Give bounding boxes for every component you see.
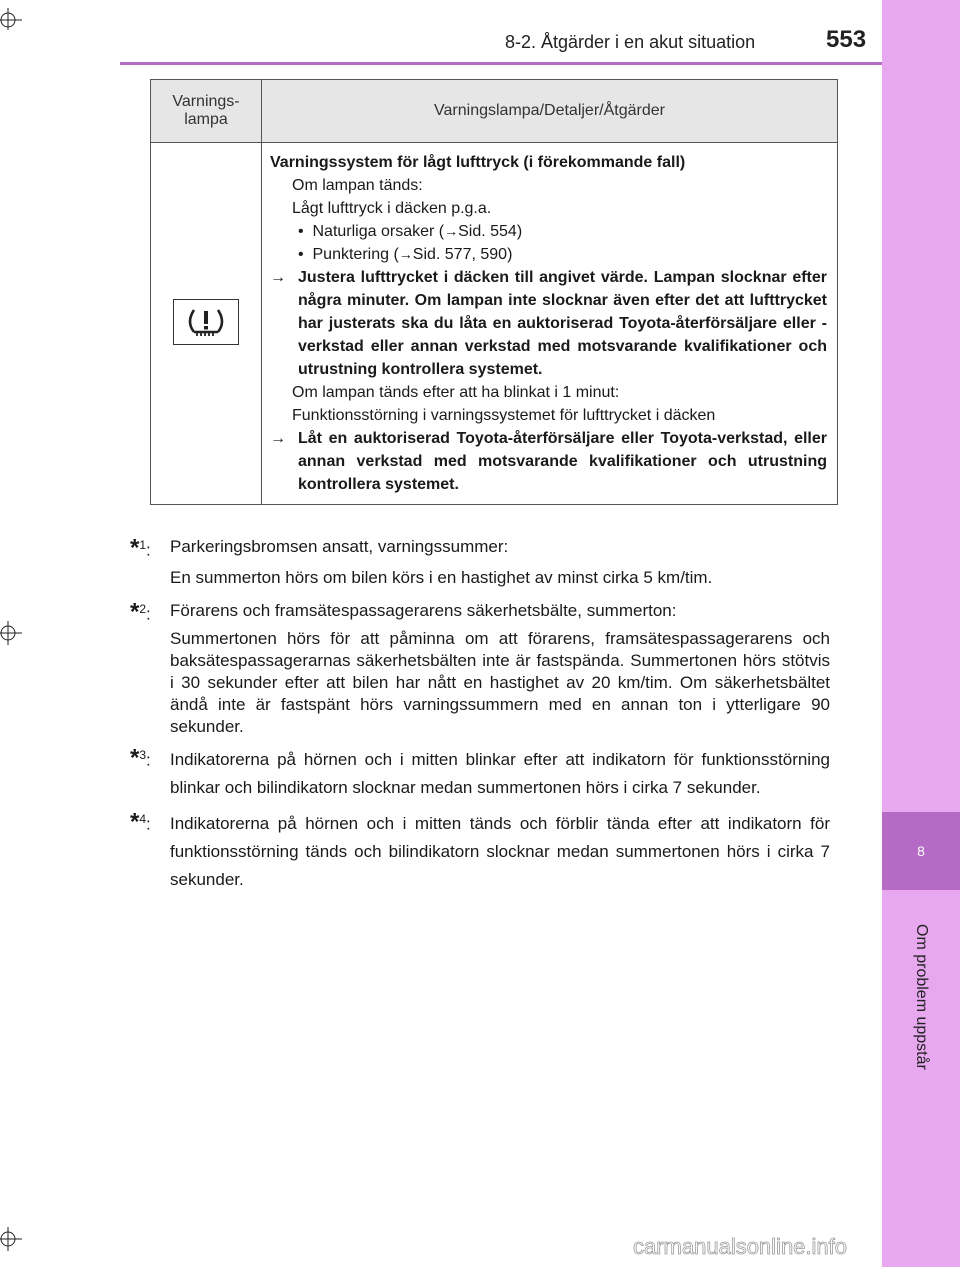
registration-mark-icon [0, 1227, 30, 1257]
footnote-marker: *$^2$: [130, 598, 151, 626]
footnote-number: 3 [139, 748, 147, 762]
arrow-right-icon: → [398, 246, 413, 262]
chapter-number-text: 8 [917, 843, 925, 859]
side-section-label [882, 902, 960, 1092]
lamp-details-cell [262, 143, 838, 505]
action-text: Justera lufttrycket i däcken till angivet värde. Lampan slocknar efter några minuter. Om lampan inte slocknar även efter det att lufttrycket har justerats ska du låta en auktoriserad Toyota-återförsäljare eller -verkstad eller annan verkstad med motsvarande kvalifikationer och utrustning kontrollera systemet. [298, 269, 827, 378]
watermark-logo [600, 1232, 880, 1262]
footnote-text: En summerton hörs om bilen körs i en hastighet av minst cirka 5 km/tim. [170, 568, 713, 587]
header-divider [120, 62, 882, 65]
footnote-text: Parkeringsbromsen ansatt, varningssummer: [170, 537, 509, 556]
section-title: 8-2. Åtgärder i en akut situation [505, 32, 756, 52]
table-header-row [151, 80, 838, 143]
arrow-right-icon: → [444, 223, 459, 239]
condition-text: Om lampan tänds: [292, 177, 423, 194]
footnote [130, 600, 830, 738]
footnote [130, 746, 830, 802]
warning-lamp-table [150, 79, 838, 505]
arrow-right-icon: → [270, 269, 286, 286]
footnote-text: Summertonen hörs för att påminna om att förarens, framsätespassagerarens och baksätespassagerarnas säkerhetsbälten inte är fastspända. Summertonen hörs stötvis i 30 sekunder efter att bilen har nått en hastighet av 20 km/tim. Om säkerhetsbältet ändå inte är fastspänt hörs varningssummern med en annan ton i ytterligare 90 sekunder. [170, 629, 830, 736]
condition-text: Om lampan tänds efter att ha blinkat i 1 minut: [292, 384, 620, 401]
side-section-label-text: Om problem uppstår [913, 924, 930, 1070]
cause-text: Funktionsstörning i varningssystemet för lufttrycket i däcken [292, 407, 716, 424]
tire-pressure-warning-icon [173, 299, 239, 345]
footnotes [130, 536, 830, 902]
action-step [270, 266, 827, 381]
footnote [130, 536, 830, 592]
page-number: 553 [826, 26, 867, 53]
column-header-details: Varningslampa/Detaljer/Åtgärder [262, 80, 838, 143]
registration-mark-icon [0, 0, 30, 30]
list-item-text: Naturliga orsaker ( [312, 223, 445, 240]
action-step [270, 427, 827, 496]
arrow-right-icon: → [270, 430, 286, 447]
column-header-lamp [151, 80, 262, 143]
footnote-number: 1 [139, 538, 147, 552]
footnote-text: Förarens och framsätespassagerarens säkerhetsbälte, summerton: [170, 601, 677, 620]
list-item: • Naturliga orsaker (→Sid. 554) [298, 223, 523, 240]
footnote [130, 810, 830, 894]
list-item: • Punktering (→Sid. 577, 590) [298, 246, 513, 263]
cause-text: Lågt lufttryck i däcken p.g.a. [292, 200, 492, 217]
footnote-marker: *$^4$: [130, 808, 151, 836]
page-reference: Sid. 554) [458, 223, 523, 240]
table-row [151, 143, 838, 505]
footnote-marker: *$^1$: [130, 534, 151, 562]
footnote-number: 4 [139, 812, 147, 826]
lamp-cell [151, 143, 262, 505]
action-text: Låt en auktoriserad Toyota-återförsäljare eller Toyota-verkstad, eller annan verkstad med motsvarande kvalifikationer och utrustning kontrollera systemet. [298, 430, 827, 493]
footnote-text: Indikatorerna på hörnen och i mitten blinkar efter att indikatorn för funktionsstörning blinkar och bilindikatorn slocknar medan summertonen hörs i cirka 7 sekunder. [170, 750, 830, 797]
registration-mark-icon [0, 618, 30, 648]
system-title: Varningssystem för lågt lufttryck (i förekommande fall) [270, 154, 686, 171]
page-reference: Sid. 577, 590) [412, 246, 513, 263]
footnote-marker: *$^3$: [130, 744, 151, 772]
footnote-number: 2 [139, 602, 147, 616]
footnote-text: Indikatorerna på hörnen och i mitten tänds och förblir tända efter att indikatorn för funktionsstörning tänds och bilindikatorn slocknar medan summertonen hörs i cirka 7 sekunder. [170, 814, 830, 889]
column-header-lamp-text: Varnings- lampa [172, 93, 240, 128]
list-item-text: Punktering ( [312, 246, 399, 263]
svg-text:carmanualsonline.info: carmanualsonline.info [632, 1234, 848, 1259]
chapter-number [882, 812, 960, 890]
